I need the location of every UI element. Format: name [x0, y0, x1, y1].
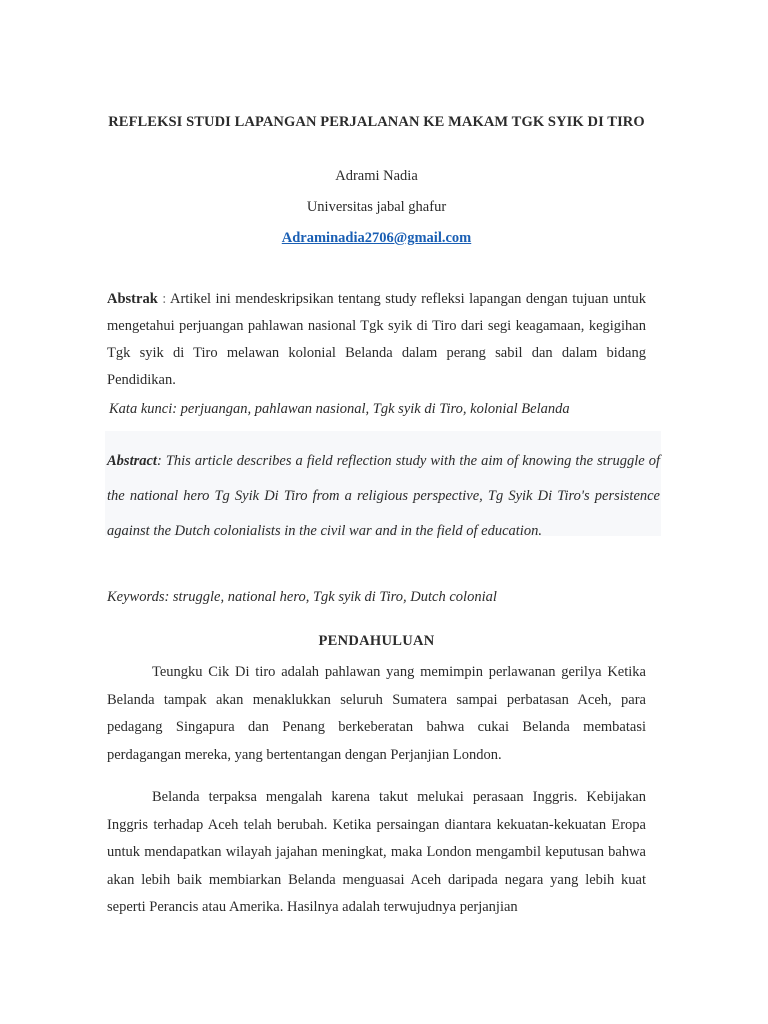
author-affiliation: Universitas jabal ghafur: [306, 199, 447, 215]
body-paragraph: Teungku Cik Di tiro adalah pahlawan yang memimpin perlawanan gerilya Ketika Belanda tampak akan menaklukkan seluruh Sumatera sampai perbatasan Aceh, para pedagang Singapura dan Penang berkeberatan bahwa cukai Belanda membatasi perdagangan mereka, yang bertentangan dengan Perjanjian London.: [107, 664, 646, 763]
abstract-label: Abstract: [107, 453, 157, 469]
abstrak-separator: :: [157, 291, 170, 307]
keywords: Keywords: struggle, national hero, Tgk syik di Tiro, Dutch colonial: [107, 589, 497, 605]
abstract-paragraph: [107, 444, 660, 549]
body-paragraph: Belanda terpaksa mengalah karena takut melukai perasaan Inggris. Kebijakan Inggris terhadap Aceh telah berubah. Ketika persaingan diantara kekuatan-kekuatan Eropa untuk mendapatkan wilayah jajahan meningkat, maka London mengambil keputusan bahwa akan lebih baik membiarkan Belanda menguasai Aceh daripada negara yang lebih kuat seperti Perancis atau Amerika. Hasilnya adalah terwujudnya perjanjian: [107, 789, 646, 915]
paper-title: REFLEKSI STUDI LAPANGAN PERJALANAN KE MAKAM TGK SYIK DI TIRO: [108, 114, 645, 130]
document-page: [107, 0, 660, 1024]
kata-kunci: Kata kunci: perjuangan, pahlawan nasional, Tgk syik di Tiro, kolonial Belanda: [109, 401, 570, 417]
author-name: Adrami Nadia: [335, 168, 418, 184]
abstract-text: This article describes a field reflection study with the aim of knowing the struggle of the national hero Tg Syik Di Tiro from a religious perspective, Tg Syik Di Tiro's persistence against the Dutch colonialists in the civil war and in the field of education.: [107, 453, 660, 539]
abstrak-label: Abstrak: [107, 291, 158, 307]
abstrak-paragraph: [107, 286, 646, 394]
author-email-link[interactable]: Adraminadia2706@gmail.com: [281, 230, 472, 246]
section-heading: PENDAHULUAN: [318, 633, 435, 649]
abstrak-text: Artikel ini mendeskripsikan tentang study refleksi lapangan dengan tujuan untuk mengetahui perjuangan pahlawan nasional Tgk syik di Tiro dari segi keagamaan, kegigihan Tgk syik di Tiro melawan kolonial Belanda dalam perang sabil dan dalam bidang Pendidikan.: [107, 291, 646, 388]
abstract-separator: :: [156, 453, 166, 469]
